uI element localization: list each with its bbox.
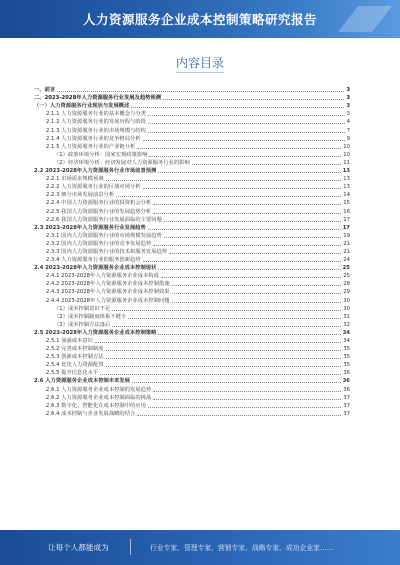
toc-entry[interactable] [34,329,350,337]
toc-entry-title: 2.1.5 人力资源服务行业的产业链分析 [46,143,136,150]
toc-entry-title: 2.6.4 成本控制与企业发展战略的结合 [46,410,136,417]
toc-entry-title: 2.2 2023-2028年人力资源服务行业市场前景预测 [34,168,157,175]
toc-entry-page: 34 [342,329,350,336]
toc-entry[interactable] [34,256,350,264]
toc-entry[interactable] [34,167,350,175]
toc-entry-leader [169,253,341,254]
toc-entry-title: 2.6.3 数字化、智能化在成本控制中的应用 [46,402,146,409]
toc-entry[interactable] [34,402,350,410]
toc-entry-leader [148,229,341,230]
toc-entry[interactable] [34,280,350,288]
toc-entry-page: 36 [343,386,350,393]
toc-entry-title: 2.1.3 人力资源服务行业的市场规模与结构 [46,127,146,134]
toc-entry-title: 2.6 人力资源服务企业成本控制未来发展 [34,378,130,385]
toc-entry-page: 37 [343,410,350,417]
toc-entry[interactable] [34,118,350,126]
footer-tagline: 行业专家、管理专家、营销专家、战略专家、成功企业家…… [150,544,334,552]
toc-entry-page: 32 [343,321,350,328]
toc-entry[interactable] [34,272,350,280]
toc-entry-leader [153,391,341,392]
toc-entry-title: （1）成本控制意识不足 [54,305,111,312]
toc-entry-leader [143,140,345,141]
toc-entry[interactable] [34,135,350,143]
toc-entry-title: 2.4.3 2023-2028年人力资源服务企业成本控制效果 [46,289,170,296]
toc-entry-page: 3 [346,95,350,102]
toc-entry-leader [192,164,341,165]
toc-entry-page: 15 [343,200,350,207]
toc-entry-page: 28 [343,281,350,288]
toc-entry-leader [106,180,342,181]
toc-entry-title: 2.2.4 中国人力资源服务行业的投资机会分析 [46,200,152,207]
toc-entry[interactable] [34,264,350,272]
report-title: 人力资源服务企业成本控制策略研究报告 [82,12,317,27]
toc-entry-leader [143,261,342,262]
toc-entry-title: （1）政策环境分析：国家宏观政策影响 [54,151,148,158]
toc-entry-leader [131,107,344,108]
toc-entry-title: 2.3 2023-2028年人力资源服务行业发展趋势 [34,224,146,231]
toc-entry-leader [148,115,345,116]
toc-entry-title: 2.4.1 2023-2028年人力资源服务企业成本构成 [46,273,159,280]
toc-entry[interactable] [34,175,350,183]
toc-entry[interactable] [34,199,350,207]
toc-entry[interactable] [34,394,350,402]
toc-entry[interactable] [34,102,350,110]
toc-entry-page: 35 [343,362,350,369]
toc-entry-leader [148,407,341,408]
toc-entry-title: 2.5.5 提升信息化水平 [46,370,99,377]
toc-entry-page: 21 [343,248,350,255]
toc-entry-page: 36 [342,378,350,385]
toc-entry[interactable] [34,345,350,353]
toc-entry-title: 2.6.1 人力资源服务企业成本控制的发展趋势 [46,386,152,393]
toc-entry[interactable] [34,240,350,248]
report-header-banner [0,0,400,38]
toc-entry-leader [112,310,341,311]
toc-entry-leader [153,245,341,246]
toc-entry-leader [137,148,341,149]
toc-entry-title: 2.4.2 2023-2028年人力资源服务企业成本控制措施 [46,281,170,288]
toc-entry-leader [143,188,342,189]
toc-entry-page: 31 [343,313,350,320]
toc-entry[interactable] [34,151,350,159]
toc-entry[interactable] [34,377,350,385]
toc-entry-page: 9 [346,135,350,142]
toc-entry-leader [163,99,344,100]
toc-entry-title: 二、2023-2028年人力资源服务行业发展及趋势预测 [34,95,162,102]
toc-entry-page: 19 [343,232,350,239]
toc-entry-page: 17 [343,216,350,223]
toc-entry-title: （3）成本控制方法落后 [54,321,111,328]
toc-entry-title: 2.4 2023-2028年人力资源服务企业成本控制现状 [34,265,157,272]
toc-entry-title: 2.3.1 国内人力资源服务行业的市场规模发展趋势 [46,232,162,239]
toc-entry[interactable] [34,159,350,167]
toc-entry-page: 3 [346,103,350,110]
toc-entry-leader [153,213,341,214]
toc-entry-page: 13 [343,184,350,191]
header-decoration-icon [338,6,392,32]
toc-entry-leader [137,415,341,416]
toc-entry-leader [158,334,340,335]
toc-entry-leader [149,156,341,157]
footer-banner [0,530,400,565]
toc-entry-title: 2.6.2 人力资源服务企业成本控制面临的挑战 [46,394,152,401]
toc-entry-leader [172,302,342,303]
toc-entry-title: 2.2.6 我国人力资源服务行业发展面临的主要问题 [46,216,162,223]
toc-entry[interactable] [34,313,350,321]
toc-entry-page: 36 [343,370,350,377]
toc-entry-page: 34 [343,338,350,344]
toc-entry[interactable] [34,305,350,313]
toc-entry[interactable] [34,248,350,256]
toc-entry-page: 13 [343,176,350,183]
toc-entry-leader [106,358,342,359]
toc-entry-title: 2.3.2 国内人力资源服务行业的竞争发展趋势 [46,240,152,247]
toc-entry-page: 37 [343,402,350,409]
toc-entry-page: 35 [343,346,350,353]
toc-entry[interactable] [34,337,350,345]
toc-entry-leader [153,204,341,205]
toc-entry[interactable] [34,126,350,134]
toc-entry-title: 2.3.4 人力资源服务行业的服务创新趋势 [46,257,141,264]
toc-entry[interactable] [34,216,350,224]
toc-entry-page: 3 [346,111,350,118]
toc-entry-title: 2.2.1 市场需求规模预测 [46,176,104,183]
toc-entry[interactable] [34,369,350,377]
toc-entry-leader [158,269,340,270]
footer-divider [130,539,131,555]
toc-entry-title: 2.5.2 完善成本控制制度 [46,346,104,353]
toc-entry-page: 17 [342,224,350,231]
toc-entry-leader [153,399,341,400]
toc-entry-leader [172,293,342,294]
toc-entry[interactable] [34,110,350,118]
toc-entry[interactable] [34,361,350,369]
toc-entry-title: 2.5.1 加强成本意识 [46,338,93,344]
toc-entry[interactable] [34,207,350,215]
table-of-contents [34,86,350,418]
toc-entry-page: 30 [343,297,350,304]
toc-entry-leader [100,374,341,375]
toc-entry[interactable] [34,410,350,418]
toc-entry-leader [158,172,340,173]
toc-entry-page: 35 [343,354,350,361]
toc-entry-page: 7 [346,127,350,134]
toc-entry-leader [148,132,345,133]
toc-entry[interactable] [34,288,350,296]
toc-entry-page: 24 [343,257,350,264]
toc-entry-title: 2.3.3 国内人力资源服务行业的技术和服务发展趋势 [46,248,168,255]
toc-entry-title: （一）人力资源服务行业现状与发展概述 [34,103,130,110]
toc-entry-page: 14 [343,192,350,199]
toc-entry-title: 2.5 2023-2028年人力资源服务企业成本控制策略 [34,329,157,336]
toc-entry[interactable] [34,86,350,94]
toc-entry[interactable] [34,94,350,102]
toc-entry-page: 25 [343,273,350,280]
toc-entry-title: （2）经济环境分析：经济发展对人力资源服务行业的影响 [54,159,190,166]
toc-entry-title: 2.1.1 人力资源服务行业的基本概念与分类 [46,111,146,118]
toc-entry-page: 30 [343,305,350,312]
toc-entry[interactable] [34,224,350,232]
toc-entry-leader [128,318,341,319]
toc-entry-leader [164,221,341,222]
toc-entry-page: 25 [342,265,350,272]
toc-entry-page: 10 [343,143,350,150]
toc-entry-leader [106,366,342,367]
toc-entry-leader [116,196,341,197]
toc-entry-page: 4 [346,119,350,126]
toc-entry[interactable] [34,232,350,240]
toc-entry-page: 3 [346,87,350,94]
toc-entry-leader [161,277,341,278]
toc-entry-title: 2.4.4 2023-2028年人力资源服务企业成本控制问题 [46,297,170,304]
toc-title-divider [176,72,224,73]
toc-entry-leader [164,237,341,238]
toc-entry[interactable] [34,183,350,191]
toc-entry-page: 29 [343,289,350,296]
toc-entry-page: 11 [343,159,350,166]
toc-entry-page: 16 [343,208,350,215]
toc-entry-title: 2.5.3 创新成本控制方法 [46,354,104,361]
toc-entry-leader [112,326,341,327]
toc-entry[interactable] [34,385,350,393]
toc-entry-leader [132,382,341,383]
toc-entry-title: （2）成本控制制度体系不健全 [54,313,127,320]
toc-entry-leader [106,350,342,351]
toc-entry[interactable] [34,321,350,329]
toc-entry-leader [148,123,345,124]
toc-title: 内容目录 [175,56,224,70]
toc-entry-page: 37 [343,394,350,401]
toc-entry-leader [57,91,344,92]
toc-entry-page: 13 [342,168,350,175]
toc-entry[interactable] [34,191,350,199]
footer-slogan: 让每个人都能成为 [48,543,109,552]
toc-entry[interactable] [34,296,350,304]
toc-entry-title: 2.1.4 人力资源服务行业的竞争格局分析 [46,135,141,142]
toc-entry[interactable] [34,143,350,151]
toc-entry-title: 一、前言 [34,87,56,94]
toc-entry-page: 21 [343,240,350,247]
toc-entry-title: 2.1.2 人力资源服务行业的发展历程与阶段 [46,119,146,126]
toc-entry-leader [172,285,342,286]
toc-entry-title: 2.5.4 优化人力资源配置 [46,362,104,369]
toc-entry-leader [95,342,341,343]
toc-entry[interactable] [34,353,350,361]
toc-entry-title: 2.2.3 细分市场发展前景分析 [46,192,115,199]
toc-entry-title: 2.2.2 人力资源服务行业的区域市场分析 [46,184,141,191]
toc-entry-page: 10 [343,151,350,158]
toc-entry-title: 2.2.5 我国人力资源服务行业的发展趋势分析 [46,208,152,215]
